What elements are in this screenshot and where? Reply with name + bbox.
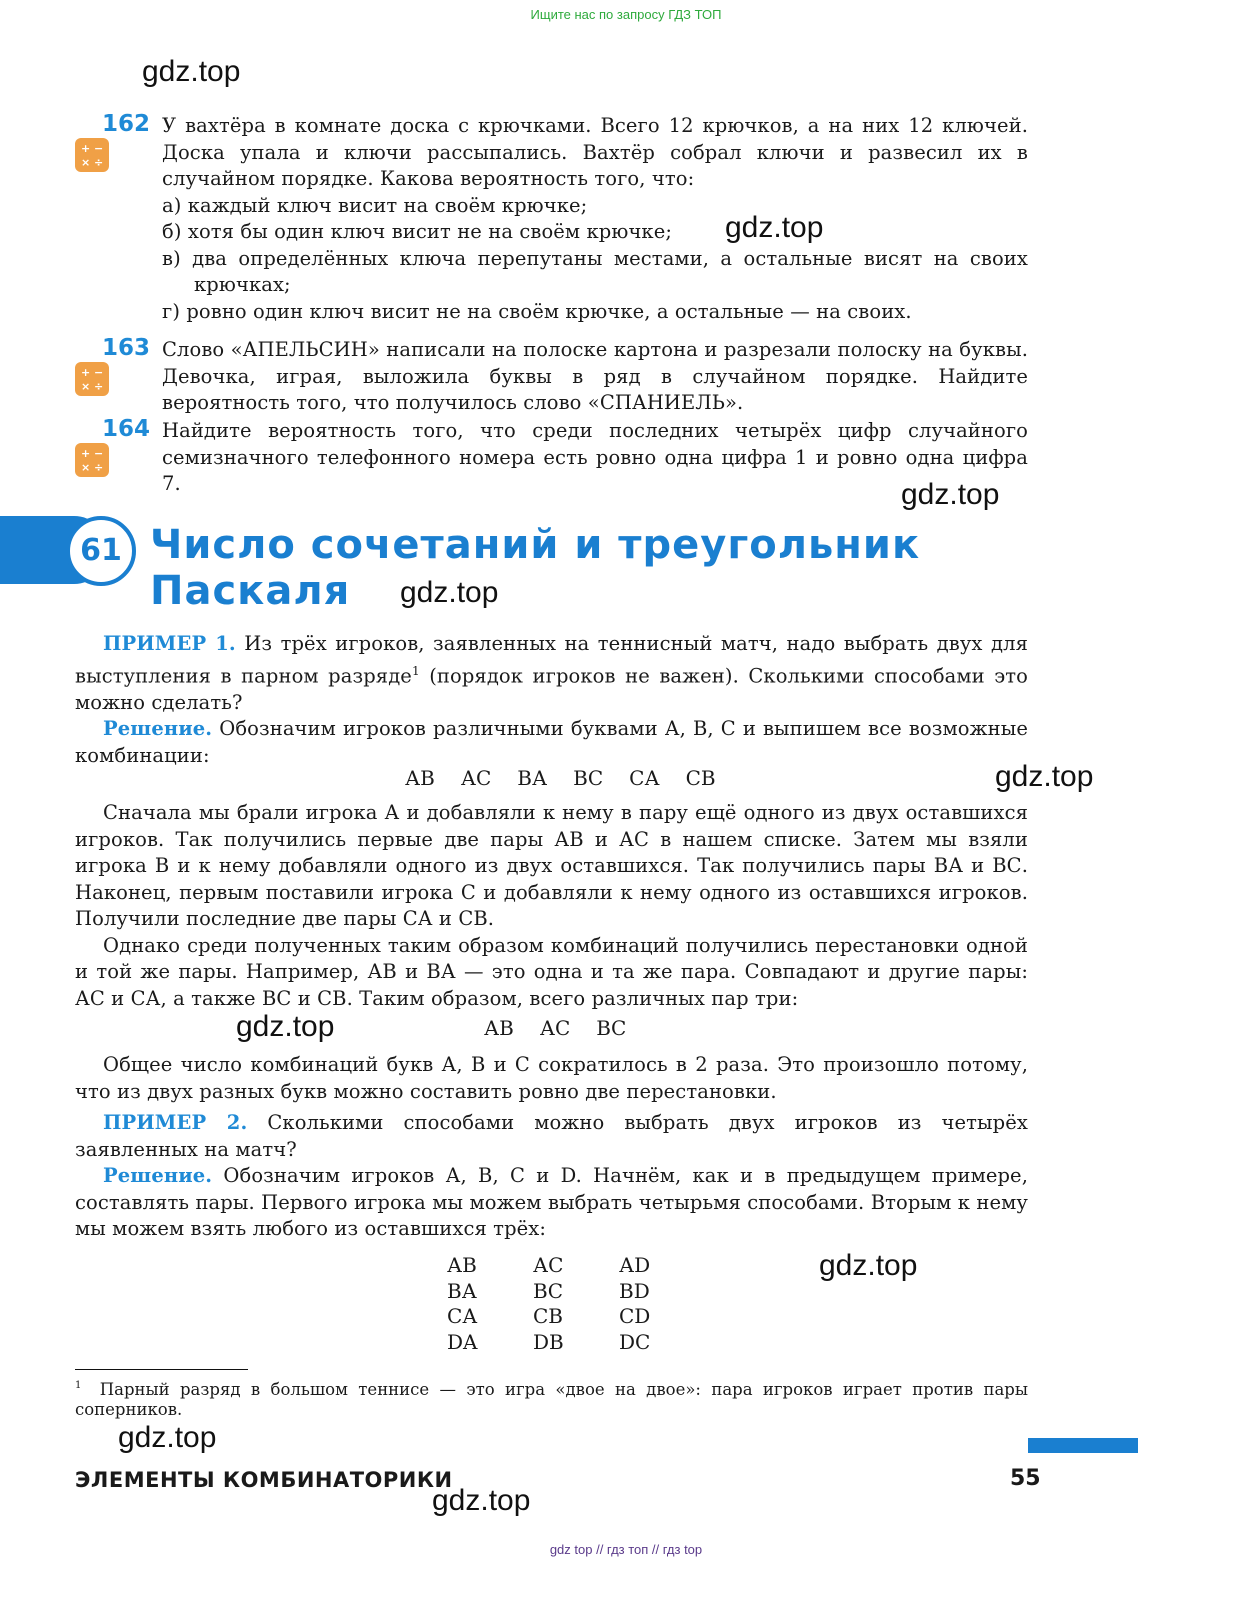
solution — [75, 1163, 1028, 1243]
footnote-text: Парный разряд в большом теннисе — это игра «двое на двое»: пара игроков играет против пары соперников. — [75, 1379, 1028, 1419]
example-1 — [75, 631, 1028, 769]
example-2-statement — [75, 1110, 1028, 1163]
grid-cell: DC — [619, 1329, 651, 1354]
pair: СВ — [685, 766, 716, 790]
paragraph: Однако среди полученных таким образом комбинаций получились перестановки одной и той же пары. Например, АВ и ВА — это одна и та же пара. Совпадают и другие пары: АС и СА, а также ВС и СВ. Таким образом, всего различных пар три: — [75, 933, 1028, 1010]
section-number: 61 — [66, 516, 136, 586]
watermark: gdz.top — [118, 1421, 217, 1454]
solution-label: Решение. — [103, 717, 213, 740]
grid-cell: АС — [533, 1253, 564, 1277]
section-title-line: Число сочетаний и треугольник — [150, 522, 921, 568]
watermark: gdz.top — [400, 576, 499, 609]
calculator-icon: + − × ÷ — [75, 443, 109, 477]
watermark: gdz.top — [995, 760, 1094, 793]
calculator-icon: + − × ÷ — [75, 138, 109, 172]
footnote — [75, 1376, 1028, 1420]
pair: ВА — [517, 766, 548, 790]
pairs-grid — [447, 1253, 705, 1355]
task-item: г) ровно один ключ висит не на своём крючке, а остальные — на своих. — [162, 299, 912, 323]
section-title-line: Паскаля — [150, 568, 351, 614]
grid-cell: СА — [447, 1304, 478, 1328]
task-item: б) хотя бы один ключ висит не на своём крючке; — [162, 220, 673, 243]
grid-cell: АВ — [447, 1253, 477, 1277]
grid-cell: ВD — [619, 1278, 650, 1303]
example-label: ПРИМЕР 1. — [103, 632, 236, 655]
grid-cell: ВА — [447, 1278, 477, 1303]
example-text: Сколькими способами можно выбрать двух игроков из четырёх заявленных на матч? — [75, 1111, 1028, 1161]
watermark: gdz.top — [236, 1010, 335, 1043]
grid-cell: СD — [619, 1304, 651, 1328]
page-accent-bar — [1028, 1438, 1138, 1453]
solution — [75, 716, 1028, 769]
grid-cell: DA — [447, 1329, 478, 1354]
grid-row — [447, 1304, 705, 1330]
grid-cell: СВ — [533, 1304, 563, 1328]
task-text: У вахтёра в комнате доска с крючками. Всего 12 крючков, а на них 12 ключей. Доска упала и ключи рассыпались. Вахтёр собрал ключи и развесил их в случайном порядке. Какова вероятность того, что: — [162, 114, 1028, 190]
watermark: gdz.top — [901, 478, 1000, 511]
task-number: 162 — [102, 111, 151, 137]
paragraph: Сначала мы брали игрока А и добавляли к нему в пару ещё одного из двух оставшихся игроков. Так получились первые две пары АВ и АС в нашем списке. Затем мы взяли игрока В и к нему добавляли одного из двух оставшихся. Так получились пары ВА и ВС. Наконец, первым поставили игрока С и добавляли к нему одного из оставшихся игроков. Получили последние две пары СА и СВ. — [75, 801, 1028, 930]
grid-cell: DB — [533, 1329, 564, 1354]
solution-text: Обозначим игроков А, В, С и D. Начнём, как и в предыдущем примере, составлять пары. Первого игрока мы можем выбрать четырьмя способами. Вторым к нему мы можем взять любого из оставшихся трёх: — [75, 1164, 1028, 1240]
solution-text: Обозначим игроков различными буквами А, В, С и выпишем все возможные комбинации: — [75, 717, 1028, 767]
task-item: в) два определённых ключа перепутаны местами, а остальные висят на своих крючках; — [162, 246, 1028, 296]
footnote-divider — [75, 1369, 248, 1370]
example-2 — [75, 1110, 1028, 1243]
solution-label: Решение. — [103, 1164, 213, 1187]
distinct-pairs — [484, 1016, 652, 1040]
pair: ВС — [573, 766, 604, 790]
section-title — [150, 522, 920, 614]
grid-cell: АD — [619, 1253, 651, 1277]
pair: АС — [460, 766, 492, 790]
footnote-mark: 1 — [411, 663, 420, 678]
bottom-links[interactable]: gdz top // гдз топ // гдз top — [549, 1542, 703, 1557]
task-text: Найдите вероятность того, что среди последних четырёх цифр случайного семизначного телефонного номера есть ровно одна цифра 1 и ровно одна цифра 7. — [162, 419, 1028, 495]
pair: АС — [539, 1016, 571, 1040]
top-banner: Ищите нас по запросу ГДЗ ТОП — [530, 7, 722, 22]
grid-row — [447, 1330, 705, 1356]
page-number: 55 — [1010, 1466, 1041, 1491]
watermark: gdz.top — [725, 211, 824, 244]
conclusion — [75, 1052, 1028, 1105]
watermark: gdz.top — [819, 1249, 918, 1282]
watermark: gdz.top — [432, 1484, 531, 1517]
pair: АВ — [484, 1016, 514, 1040]
pair: ВС — [596, 1016, 627, 1040]
example-text: (порядок игроков не важен). Сколькими способами это можно сделать? — [75, 664, 1028, 714]
example-1-statement — [75, 631, 1028, 716]
chapter-title: ЭЛЕМЕНТЫ КОМБИНАТОРИКИ — [75, 1468, 453, 1492]
footnote-mark: 1 — [75, 1380, 82, 1391]
example-label: ПРИМЕР 2. — [103, 1111, 248, 1134]
pairs-list — [405, 766, 742, 790]
task-number: 164 — [102, 416, 151, 442]
task-item: а) каждый ключ висит на своём крючке; — [162, 193, 588, 217]
task-number: 163 — [102, 335, 151, 361]
pair: СА — [629, 766, 660, 790]
example-text: Из трёх игроков, заявленных на теннисный матч, надо выбрать двух для выступления в парном разряде — [75, 632, 1028, 687]
pair: АВ — [405, 766, 435, 790]
paragraph: Общее число комбинаций букв А, В и С сократилось в 2 раза. Это произошло потому, что из двух разных букв можно составить ровно две перестановки. — [75, 1053, 1028, 1103]
grid-cell: ВС — [533, 1278, 563, 1303]
task-163 — [162, 337, 1028, 417]
watermark: gdz.top — [142, 55, 241, 88]
task-162 — [162, 113, 1028, 325]
grid-row — [447, 1279, 705, 1305]
grid-row — [447, 1253, 705, 1279]
task-164 — [162, 418, 1028, 498]
explanation — [75, 800, 1028, 1012]
calculator-icon: + − × ÷ — [75, 362, 109, 396]
task-text: Слово «АПЕЛЬСИН» написали на полоске картона и разрезали полоску на буквы. Девочка, играя, выложила буквы в ряд в случайном порядке. Найдите вероятность того, что получилось слово «СПАНИЕЛЬ». — [162, 338, 1028, 414]
